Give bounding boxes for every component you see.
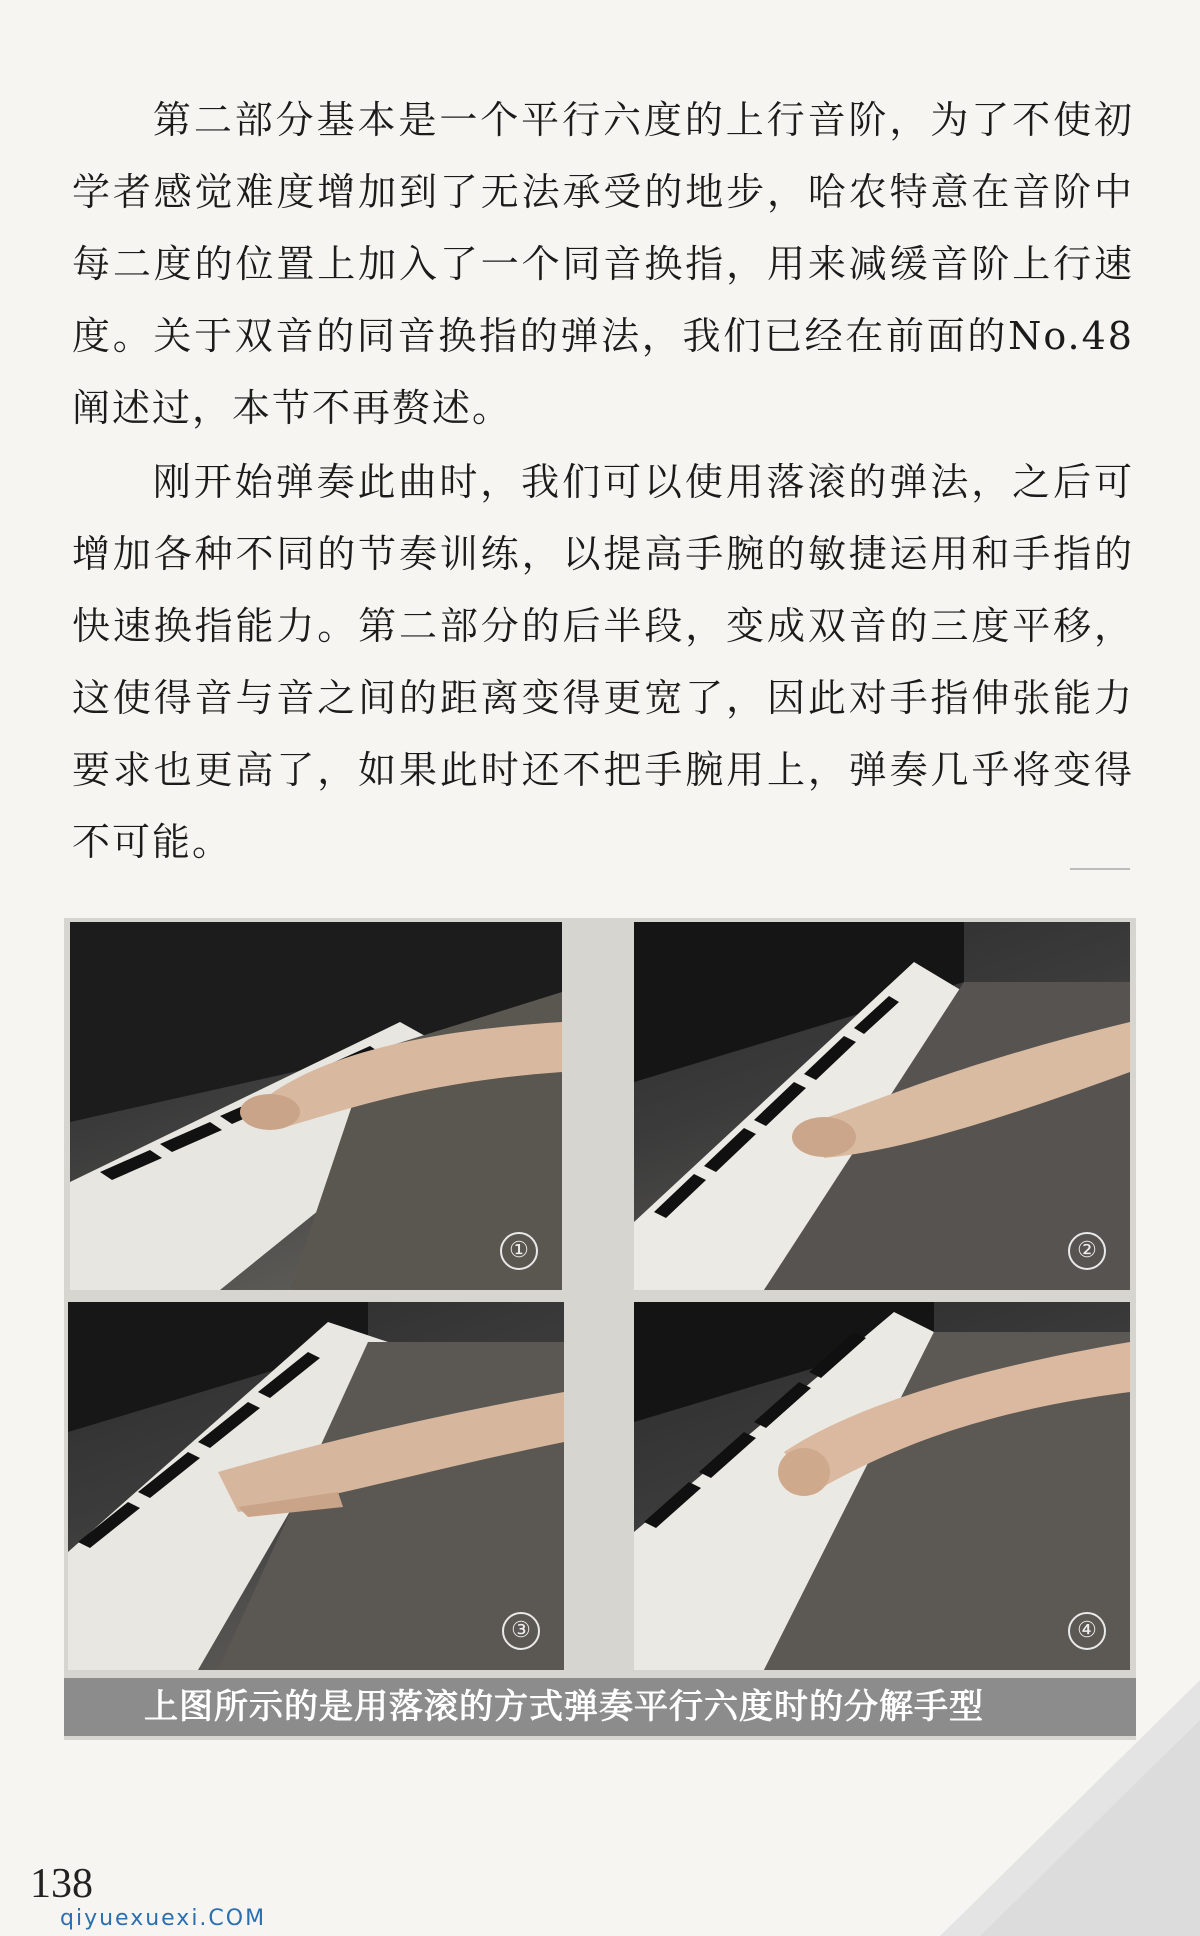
paragraph-1-text: 第二部分基本是一个平行六度的上行音阶，为了不使初学者感觉难度增加到了无法承受的地步，哈农特意在音阶中每二度的位置上加入了一个同音换指，用来减缓音阶上行速度。关于双音的同音换指的弹法，我们已经在前面的No.48 阐述过，本节不再赘述。	[72, 98, 1134, 430]
piano-hand-image	[70, 922, 562, 1290]
paragraph-2-text: 刚开始弹奏此曲时，我们可以使用落滚的弹法，之后可增加各种不同的节奏训练，以提高手腕的敏捷运用和手指的快速换指能力。第二部分的后半段，变成双音的三度平移，这使得音与音之间的距离变得更宽了，因此对手指伸张能力要求也更高了，如果此时还不把手腕用上，弹奏几乎将变得不可能。	[72, 460, 1134, 864]
figure-caption: 上图所示的是用落滚的方式弹奏平行六度时的分解手型	[144, 1687, 984, 1727]
paragraph-1	[72, 84, 1134, 444]
piano-photo-3	[68, 1302, 564, 1670]
piano-photo-4	[634, 1302, 1130, 1670]
divider	[1070, 868, 1130, 870]
piano-photo-1	[70, 922, 562, 1290]
piano-hand-image	[634, 922, 1130, 1290]
photo-number-2: ②	[1068, 1232, 1106, 1270]
photo-number-1: ①	[500, 1232, 538, 1270]
piano-hand-image	[634, 1302, 1130, 1670]
piano-photo-2	[634, 922, 1130, 1290]
corner-decoration	[860, 1620, 1200, 1936]
paragraph-2	[72, 446, 1134, 878]
photo-number-3: ③	[502, 1612, 540, 1650]
watermark: qiyuexuexi.COM	[60, 1906, 267, 1931]
page-number: 138	[30, 1861, 93, 1907]
photo-number-4: ④	[1068, 1612, 1106, 1650]
photo-figure	[64, 918, 1136, 1740]
piano-hand-image	[68, 1302, 564, 1670]
